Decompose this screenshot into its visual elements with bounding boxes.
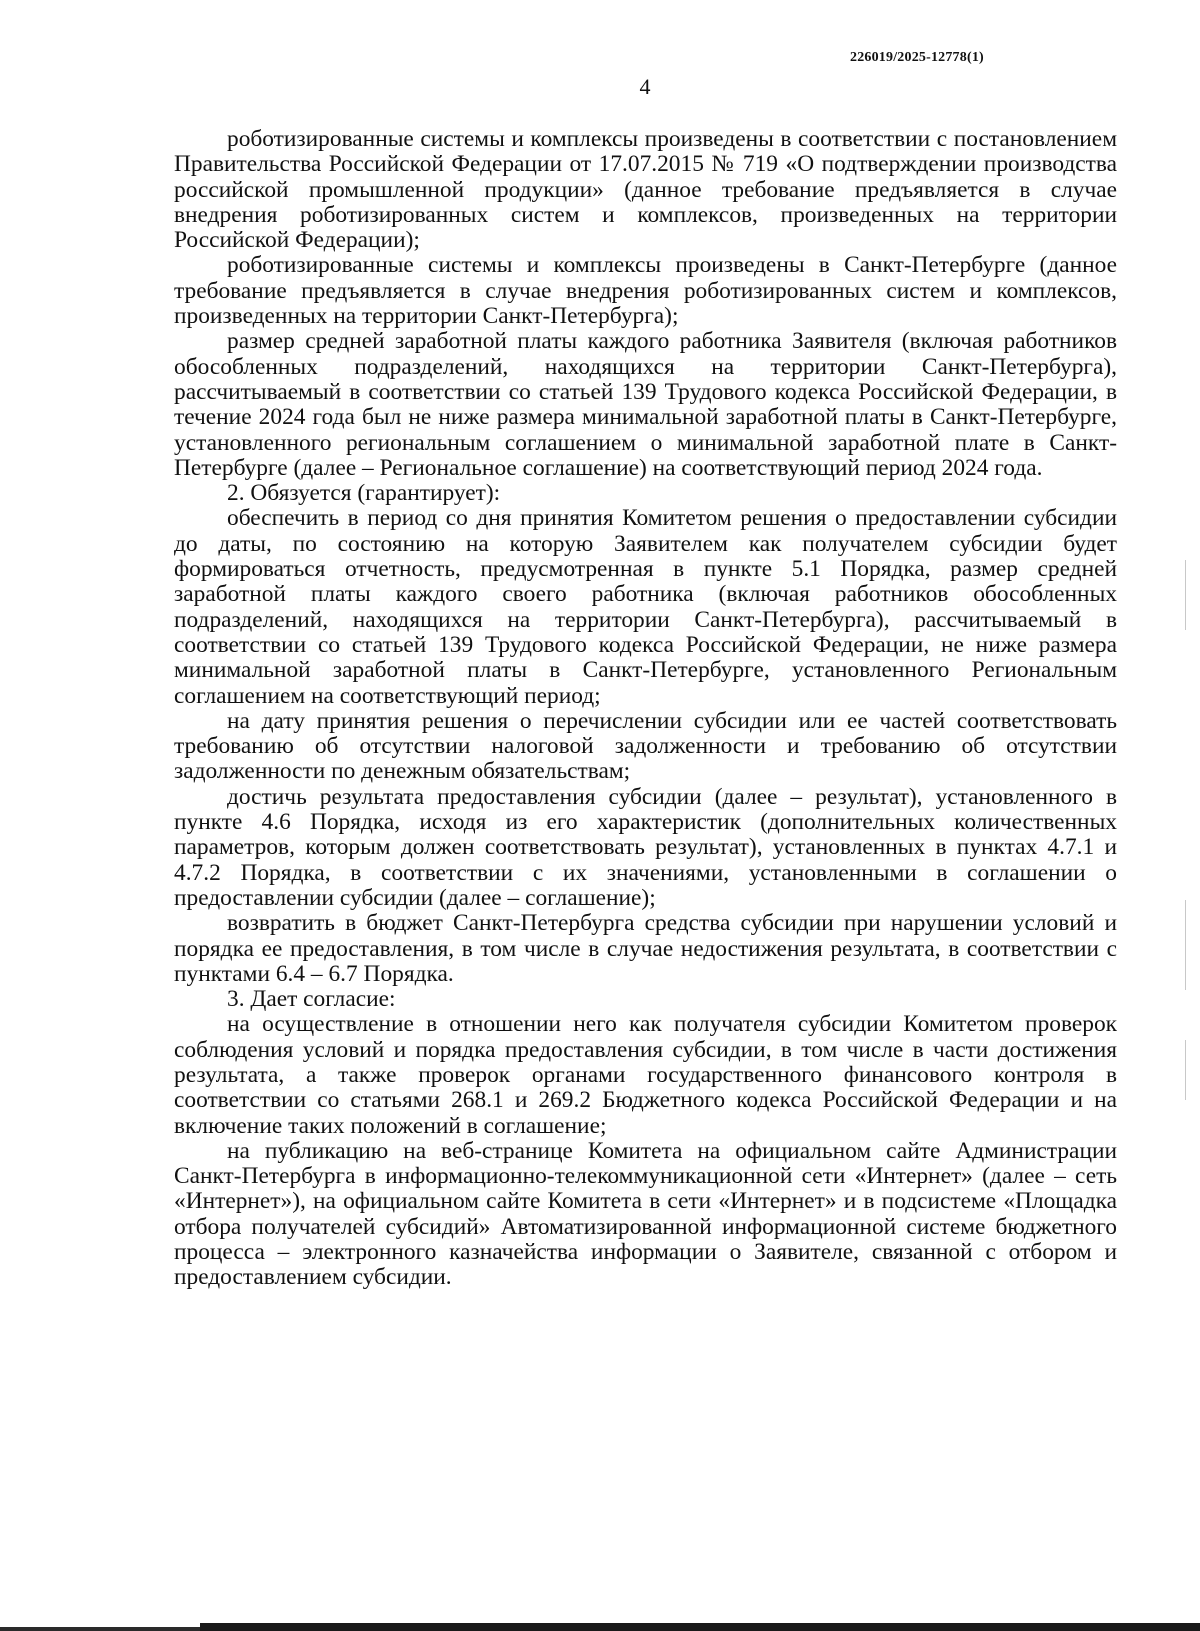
scan-edge-artifact — [1185, 560, 1186, 630]
paragraph-robotic-systems-spb: роботизированные системы и комплексы произведены в Санкт-Петербурге (данное требование предъявляется в случае внедрения роботизированных систем и комплексов, произведенных на территории Санкт-Петербурга); — [174, 252, 1117, 330]
scan-edge-artifact — [1185, 1040, 1186, 1100]
paragraph-achieve-result: достичь результата предоставления субсидии (далее – результат), установленного в пункте 4.6 Порядка, исходя из его характеристик (дополнительных количественных параметров, которым должен соответствовать результат), установленных в пунктах 4.7.1 и 4.7.2 Порядка, в соответствии с их значениями, установленными в соглашении о предоставлении субсидии (далее – соглашение); — [174, 783, 1117, 911]
paragraph-average-salary: размер средней заработной платы каждого работника Заявителя (включая работников обособленных подразделений, находящихся на территории Санкт-Петербурга), рассчитываемый в соответствии со статьей 139 Трудового кодекса Российской Федерации, в течение 2024 года был не ниже размера минимальной заработной платы в Санкт-Петербурге, установленного региональным соглашением о минимальной заработной плате в Санкт-Петербурге (далее – Региональное соглашение) на соответствующий период 2024 года. — [174, 328, 1117, 481]
section-heading-obligations: 2. Обязуется (гарантирует): — [227, 480, 501, 507]
paragraph-consent-inspections: на осуществление в отношении него как получателя субсидии Комитетом проверок соблюдения условий и порядка предоставления субсидии, в том числе в части достижения результата, а также проверок органами государственного финансового контроля в соответствии со статьями 268.1 и 269.2 Бюджетного кодекса Российской Федерации и на включение таких положений в соглашение; — [174, 1011, 1117, 1139]
document-body — [174, 127, 1117, 1291]
paragraph-robotic-systems-russia: роботизированные системы и комплексы произведены в соответствии с постановлением Правительства Российской Федерации от 17.07.2015 № 719 «О подтверждении производства российской промышленной продукции» (данное требование предъявляется в случае внедрения роботизированных систем и комплексов, произведенных на территории Российской Федерации); — [174, 126, 1117, 254]
paragraph-no-debt: на дату принятия решения о перечислении субсидии или ее частей соответствовать требованию об отсутствии налоговой задолженности и требованию об отсутствии задолженности по денежным обязательствам; — [174, 707, 1117, 785]
scan-bottom-edge — [0, 1627, 200, 1631]
section-heading-consent: 3. Дает согласие: — [227, 986, 396, 1013]
scan-bottom-edge — [200, 1623, 1200, 1631]
paragraph-consent-publication: на публикацию на веб-странице Комитета на официальном сайте Администрации Санкт-Петербурга в информационно-телекоммуникационной сети «Интернет» (далее – сеть «Интернет»), на официальном сайте Комитета в сети «Интернет» и в подсистеме «Площадка отбора получателей субсидий» Автоматизированной информационной системе бюджетного процесса – электронного казначейства информации о Заявителе, связанной с отбором и предоставлением субсидии. — [174, 1137, 1117, 1291]
page-number: 4 — [639, 74, 651, 99]
document-registration-number: 226019/2025-12778(1) — [850, 50, 984, 65]
paragraph-return-funds: возвратить в бюджет Санкт-Петербурга средства субсидии при нарушении условий и порядка ее предоставления, в том числе в случае недостижения результата, в соответствии с пунктами 6.4 – 6.7 Порядка. — [174, 910, 1117, 987]
scan-edge-artifact — [1185, 900, 1186, 990]
paragraph-ensure-salary: обеспечить в период со дня принятия Комитетом решения о предоставлении субсидии до даты, по состоянию на которую Заявителем как получателем субсидии будет формироваться отчетность, предусмотренная в пункте 5.1 Порядка, размер средней заработной платы каждого своего работника (включая работников обособленных подразделений, находящихся на территории Санкт-Петербурга), рассчитываемый в соответствии со статьей 139 Трудового кодекса Российской Федерации, не ниже размера минимальной заработной платы в Санкт-Петербурге, установленного Региональным соглашением на соответствующий период; — [174, 505, 1117, 709]
